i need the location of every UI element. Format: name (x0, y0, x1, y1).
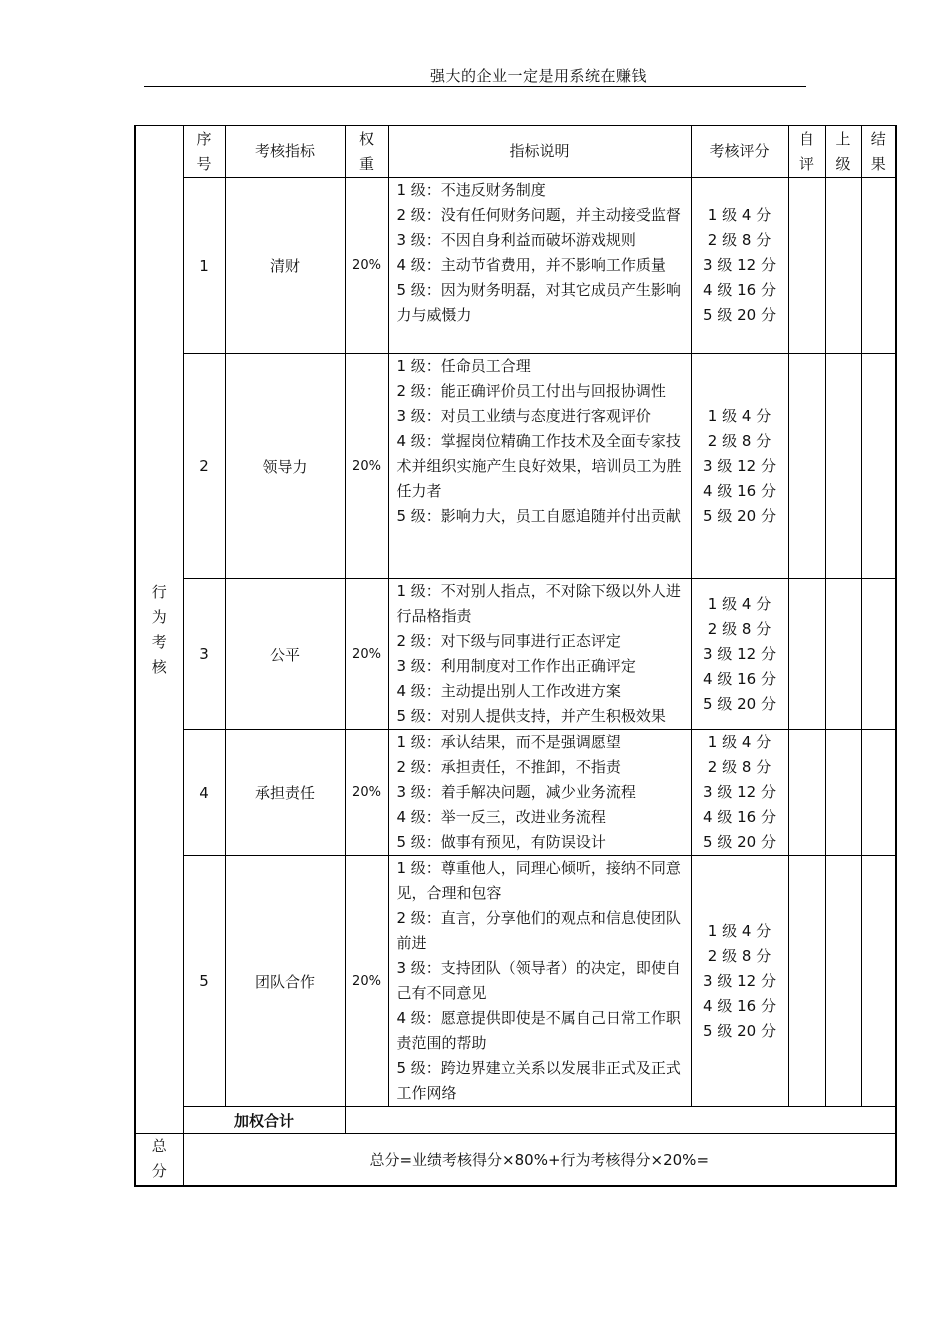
result-cell[interactable] (861, 178, 896, 354)
row-description: 1 级：尊重他人，同理心倾听，接纳不同意见，合理和包容 2 级：直言，分享他们的观点和信息使团队前进 3 级：支持团队（领导者）的决定，即使自己有不同意见 4 级：愿意提供即使是不属自己日常工作职责范围的帮助 5 级：跨边界建立关系以发展非正式及正式工作网络 (388, 856, 691, 1107)
weighted-total-value[interactable] (345, 1107, 896, 1134)
row-seq: 1 (183, 178, 225, 354)
total-label-cell (135, 1134, 183, 1186)
table-row (135, 856, 896, 1107)
row-scores: 1 级 4 分 2 级 8 分 3 级 12 分 4 级 16 分 5 级 20 分 (691, 579, 788, 730)
result-cell[interactable] (861, 856, 896, 1107)
weighted-total-row (135, 1107, 896, 1134)
row-description: 1 级：不对别人指点，不对除下级以外人进行品格指责 2 级：对下级与同事进行正态评定 3 级：利用制度对工作作出正确评定 4 级：主动提出别人工作改进方案 5 级：对别人提供支持，并产生积极效果 (388, 579, 691, 730)
row-weight: 20% (345, 730, 388, 856)
header-scoring: 考核评分 (691, 126, 788, 178)
row-indicator: 公平 (225, 579, 345, 730)
superior-score-cell[interactable] (825, 178, 861, 354)
row-indicator: 领导力 (225, 354, 345, 579)
row-scores: 1 级 4 分 2 级 8 分 3 级 12 分 4 级 16 分 5 级 20 分 (691, 178, 788, 354)
row-seq: 3 (183, 579, 225, 730)
header-result: 结果 (861, 126, 896, 178)
row-seq: 5 (183, 856, 225, 1107)
behavior-assessment-table (134, 125, 897, 1187)
result-cell[interactable] (861, 730, 896, 856)
header-self: 自评 (788, 126, 825, 178)
row-weight: 20% (345, 354, 388, 579)
header-weight: 权重 (345, 126, 388, 178)
table-row (135, 178, 896, 354)
row-description: 1 级：任命员工合理 2 级：能正确评价员工付出与回报协调性 3 级：对员工业绩与态度进行客观评价 4 级：掌握岗位精确工作技术及全面专家技术并组织实施产生良好效果，培训员工为胜任力者 5 级：影响力大，员工自愿追随并付出贡献 (388, 354, 691, 579)
row-description: 1 级：承认结果，而不是强调愿望 2 级：承担责任，不推卸，不指责 3 级：着手解决问题，减少业务流程 4 级：举一反三，改进业务流程 5 级：做事有预见，有防误设计 (388, 730, 691, 856)
header-superior: 上级 (825, 126, 861, 178)
page-header (144, 62, 806, 87)
row-seq: 2 (183, 354, 225, 579)
row-weight: 20% (345, 178, 388, 354)
result-cell[interactable] (861, 579, 896, 730)
table-row (135, 579, 896, 730)
superior-score-cell[interactable] (825, 856, 861, 1107)
header-description: 指标说明 (388, 126, 691, 178)
self-score-cell[interactable] (788, 856, 825, 1107)
total-row (135, 1134, 896, 1186)
superior-score-cell[interactable] (825, 579, 861, 730)
row-indicator: 承担责任 (225, 730, 345, 856)
self-score-cell[interactable] (788, 730, 825, 856)
superior-score-cell[interactable] (825, 730, 861, 856)
result-cell[interactable] (861, 354, 896, 579)
row-indicator: 团队合作 (225, 856, 345, 1107)
row-description: 1 级：不违反财务制度 2 级：没有任何财务问题，并主动接受监督 3 级：不因自身利益而破坏游戏规则 4 级：主动节省费用，并不影响工作质量 5 级：因为财务明磊，对其它成员产生影响力与威慑力 (388, 178, 691, 354)
total-formula: 总分=业绩考核得分×80%+行为考核得分×20%= (183, 1134, 896, 1186)
superior-score-cell[interactable] (825, 354, 861, 579)
header-seq: 序号 (183, 126, 225, 178)
table-row (135, 354, 896, 579)
row-weight: 20% (345, 856, 388, 1107)
total-label: 总分 (151, 1137, 167, 1181)
row-indicator: 清财 (225, 178, 345, 354)
header-indicator: 考核指标 (225, 126, 345, 178)
self-score-cell[interactable] (788, 579, 825, 730)
row-weight: 20% (345, 579, 388, 730)
page-header-title: 强大的企业一定是用系统在赚钱 (430, 67, 648, 85)
self-score-cell[interactable] (788, 178, 825, 354)
row-seq: 4 (183, 730, 225, 856)
row-scores: 1 级 4 分 2 级 8 分 3 级 12 分 4 级 16 分 5 级 20 分 (691, 856, 788, 1107)
row-scores: 1 级 4 分 2 级 8 分 3 级 12 分 4 级 16 分 5 级 20 分 (691, 354, 788, 579)
weighted-total-label: 加权合计 (183, 1107, 345, 1134)
section-label: 行为考核 (151, 582, 167, 676)
row-scores: 1 级 4 分 2 级 8 分 3 级 12 分 4 级 16 分 5 级 20 分 (691, 730, 788, 856)
section-label-cell (135, 126, 183, 1134)
table-row (135, 730, 896, 856)
self-score-cell[interactable] (788, 354, 825, 579)
